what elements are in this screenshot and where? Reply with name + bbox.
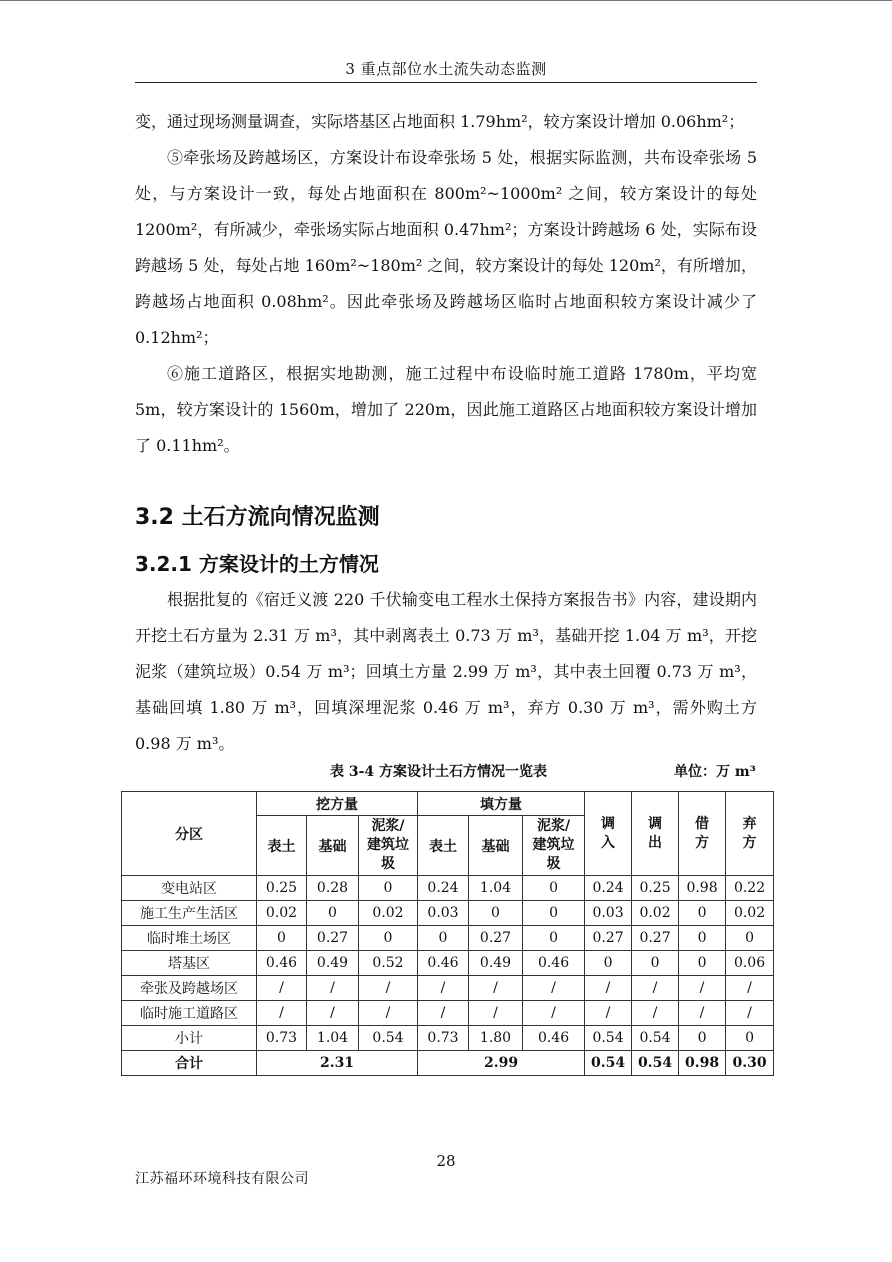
total-excavate: 2.31 [257,1051,418,1076]
row-cell: / [585,1001,632,1026]
row-cell: 0 [679,1026,726,1051]
row-cell: 0.25 [632,876,679,901]
row-cell: 0.22 [726,876,774,901]
row-cell: 0.73 [418,1026,469,1051]
row-cell: 0.27 [307,926,359,951]
row-cell: 0.54 [585,1026,632,1051]
row-zone: 变电站区 [122,876,257,901]
row-cell: 0 [726,1026,774,1051]
row-cell: 0.28 [307,876,359,901]
row-cell: / [679,976,726,1001]
table-row [122,1001,774,1026]
row-cell: 0.24 [585,876,632,901]
row-cell: 0.02 [726,901,774,926]
row-cell: / [359,976,418,1001]
row-cell: 0.03 [585,901,632,926]
footer-company: 江苏福环环境科技有限公司 [135,1171,309,1187]
header-transfer-in [585,792,632,876]
table-row [122,976,774,1001]
row-cell: / [523,976,585,1001]
paragraph-construction-road: ⑥施工道路区，根据实地勘测，施工过程中布设临时施工道路 1780m，平均宽 5m，较方案设计的 1560m，增加了 220m，因此施工道路区占地面积较方案设计增加了 0.11hm²。 [135,364,757,455]
row-cell: 0.46 [418,951,469,976]
row-cell: 0.06 [726,951,774,976]
header-borrow-label: 借方 [695,815,710,851]
total-fill: 2.99 [418,1051,585,1076]
running-header: 3 重点部位水土流失动态监测 [345,60,547,78]
header-excavate: 挖方量 [257,792,418,816]
row-cell: 0.49 [307,951,359,976]
table-row [122,951,774,976]
row-cell: 0.46 [257,951,307,976]
earthwork-table [121,791,774,1076]
row-zone: 塔基区 [122,951,257,976]
row-cell: / [418,1001,469,1026]
header-rule [135,82,757,83]
header-transfer-in-label: 调入 [601,815,616,851]
row-cell: 0.02 [359,901,418,926]
subsection-heading: 3.2.1 方案设计的土方情况 [135,552,379,576]
total-label: 合计 [122,1051,257,1076]
header-waste [726,792,774,876]
table-row [122,876,774,901]
header-excavate-foundation: 基础 [307,816,359,876]
section-heading: 3.2 土石方流向情况监测 [135,505,380,530]
page-number: 28 [436,1152,456,1170]
paragraph-tension-field: ⑤牵张场及跨越场区，方案设计布设牵张场 5 处，根据实际监测，共布设牵张场 5 处，与方案设计一致，每处占地面积在 800m²~1000m² 之间，较方案设计的每处 1200m²，有所减少，牵张场实际占地面积 0.47hm²；方案设计跨越场 6 处，实际布设跨越场 5 处，每处占地 160m²~180m² 之间，较方案设计的每处 120m²，有所增加，跨越场占地面积 0.08hm²。因此牵张场及跨越场区临时占地面积较方案设计减少了 0.12hm²； [135,148,757,347]
row-cell: 0.27 [469,926,523,951]
row-cell: 0 [726,926,774,951]
table-total-row [122,1051,774,1076]
header-fill: 填方量 [418,792,585,816]
header-excavate-topsoil: 表土 [257,816,307,876]
row-cell: / [469,976,523,1001]
header-transfer-out-label: 调出 [648,815,663,851]
header-fill-mud [523,816,585,876]
row-cell: / [679,1001,726,1026]
table-unit: 单位：万 m³ [674,764,756,780]
header-fill-topsoil: 表土 [418,816,469,876]
row-cell: / [469,1001,523,1026]
row-cell: 0 [469,901,523,926]
row-cell: 0 [257,926,307,951]
body-text-earthwork [135,582,757,762]
row-cell: / [585,976,632,1001]
total-waste: 0.30 [726,1051,774,1076]
total-borrow: 0.98 [679,1051,726,1076]
table-caption: 表 3-4 方案设计土石方情况一览表 [330,764,548,780]
body-text-top [135,104,757,464]
row-cell: 0.54 [632,1026,679,1051]
row-zone: 临时施工道路区 [122,1001,257,1026]
row-cell: / [307,1001,359,1026]
table-row [122,926,774,951]
row-cell: 0 [307,901,359,926]
row-cell: 0 [523,901,585,926]
row-cell: / [726,1001,774,1026]
paragraph-tower-area: 变，通过现场测量调查，实际塔基区占地面积 1.79hm²，较方案设计增加 0.06hm²； [135,112,745,131]
row-cell: 0.49 [469,951,523,976]
total-in: 0.54 [585,1051,632,1076]
row-cell: / [523,1001,585,1026]
row-cell: 0.46 [523,951,585,976]
row-cell: / [257,976,307,1001]
header-waste-label: 弃方 [742,815,757,851]
row-cell: 0 [523,926,585,951]
row-cell: 0 [632,951,679,976]
header-excavate-mud [359,816,418,876]
row-cell: 0 [359,876,418,901]
header-transfer-out [632,792,679,876]
header-zone: 分区 [122,792,257,876]
row-cell: 0 [585,951,632,976]
paragraph-earthwork: 根据批复的《宿迁义渡 220 千伏输变电工程水土保持方案报告书》内容，建设期内开挖土石方量为 2.31 万 m³，其中剥离表土 0.73 万 m³，基础开挖 1.04 万 m³，开挖泥浆（建筑垃圾）0.54 万 m³；回填土方量 2.99 万 m³，其中表土回覆 0.73 万 m³，基础回填 1.80 万 m³，回填深埋泥浆 0.46 万 m³，弃方 0.30 万 m³，需外购土方 0.98 万 m³。 [135,590,757,753]
row-cell: 0.03 [418,901,469,926]
row-cell: / [359,1001,418,1026]
row-zone: 小计 [122,1026,257,1051]
row-cell: 0.73 [257,1026,307,1051]
header-excavate-mud-label: 泥浆/建筑垃圾 [367,818,409,872]
header-fill-foundation: 基础 [469,816,523,876]
row-cell: 0 [679,901,726,926]
row-cell: 0.98 [679,876,726,901]
row-cell: / [632,1001,679,1026]
row-cell: 0.27 [632,926,679,951]
header-borrow [679,792,726,876]
row-cell: / [632,976,679,1001]
row-cell: / [726,976,774,1001]
row-zone: 牵张及跨越场区 [122,976,257,1001]
table-row [122,901,774,926]
row-cell: / [418,976,469,1001]
table-row [122,1026,774,1051]
row-zone: 施工生产生活区 [122,901,257,926]
row-cell: 0 [523,876,585,901]
row-cell: 1.04 [469,876,523,901]
row-cell: 0.24 [418,876,469,901]
row-cell: 0.02 [257,901,307,926]
row-cell: 0.52 [359,951,418,976]
table-body [122,876,774,1051]
row-cell: 0.02 [632,901,679,926]
row-zone: 临时堆土场区 [122,926,257,951]
row-cell: 1.04 [307,1026,359,1051]
row-cell: / [257,1001,307,1026]
row-cell: 0.25 [257,876,307,901]
row-cell: 0 [679,951,726,976]
header-fill-mud-label: 泥浆/建筑垃圾 [532,818,575,872]
row-cell: 0 [679,926,726,951]
top-border [0,0,892,1]
row-cell: 0 [418,926,469,951]
total-out: 0.54 [632,1051,679,1076]
row-cell: 0.54 [359,1026,418,1051]
row-cell: 0 [359,926,418,951]
row-cell: 0.46 [523,1026,585,1051]
row-cell: / [307,976,359,1001]
row-cell: 1.80 [469,1026,523,1051]
row-cell: 0.27 [585,926,632,951]
